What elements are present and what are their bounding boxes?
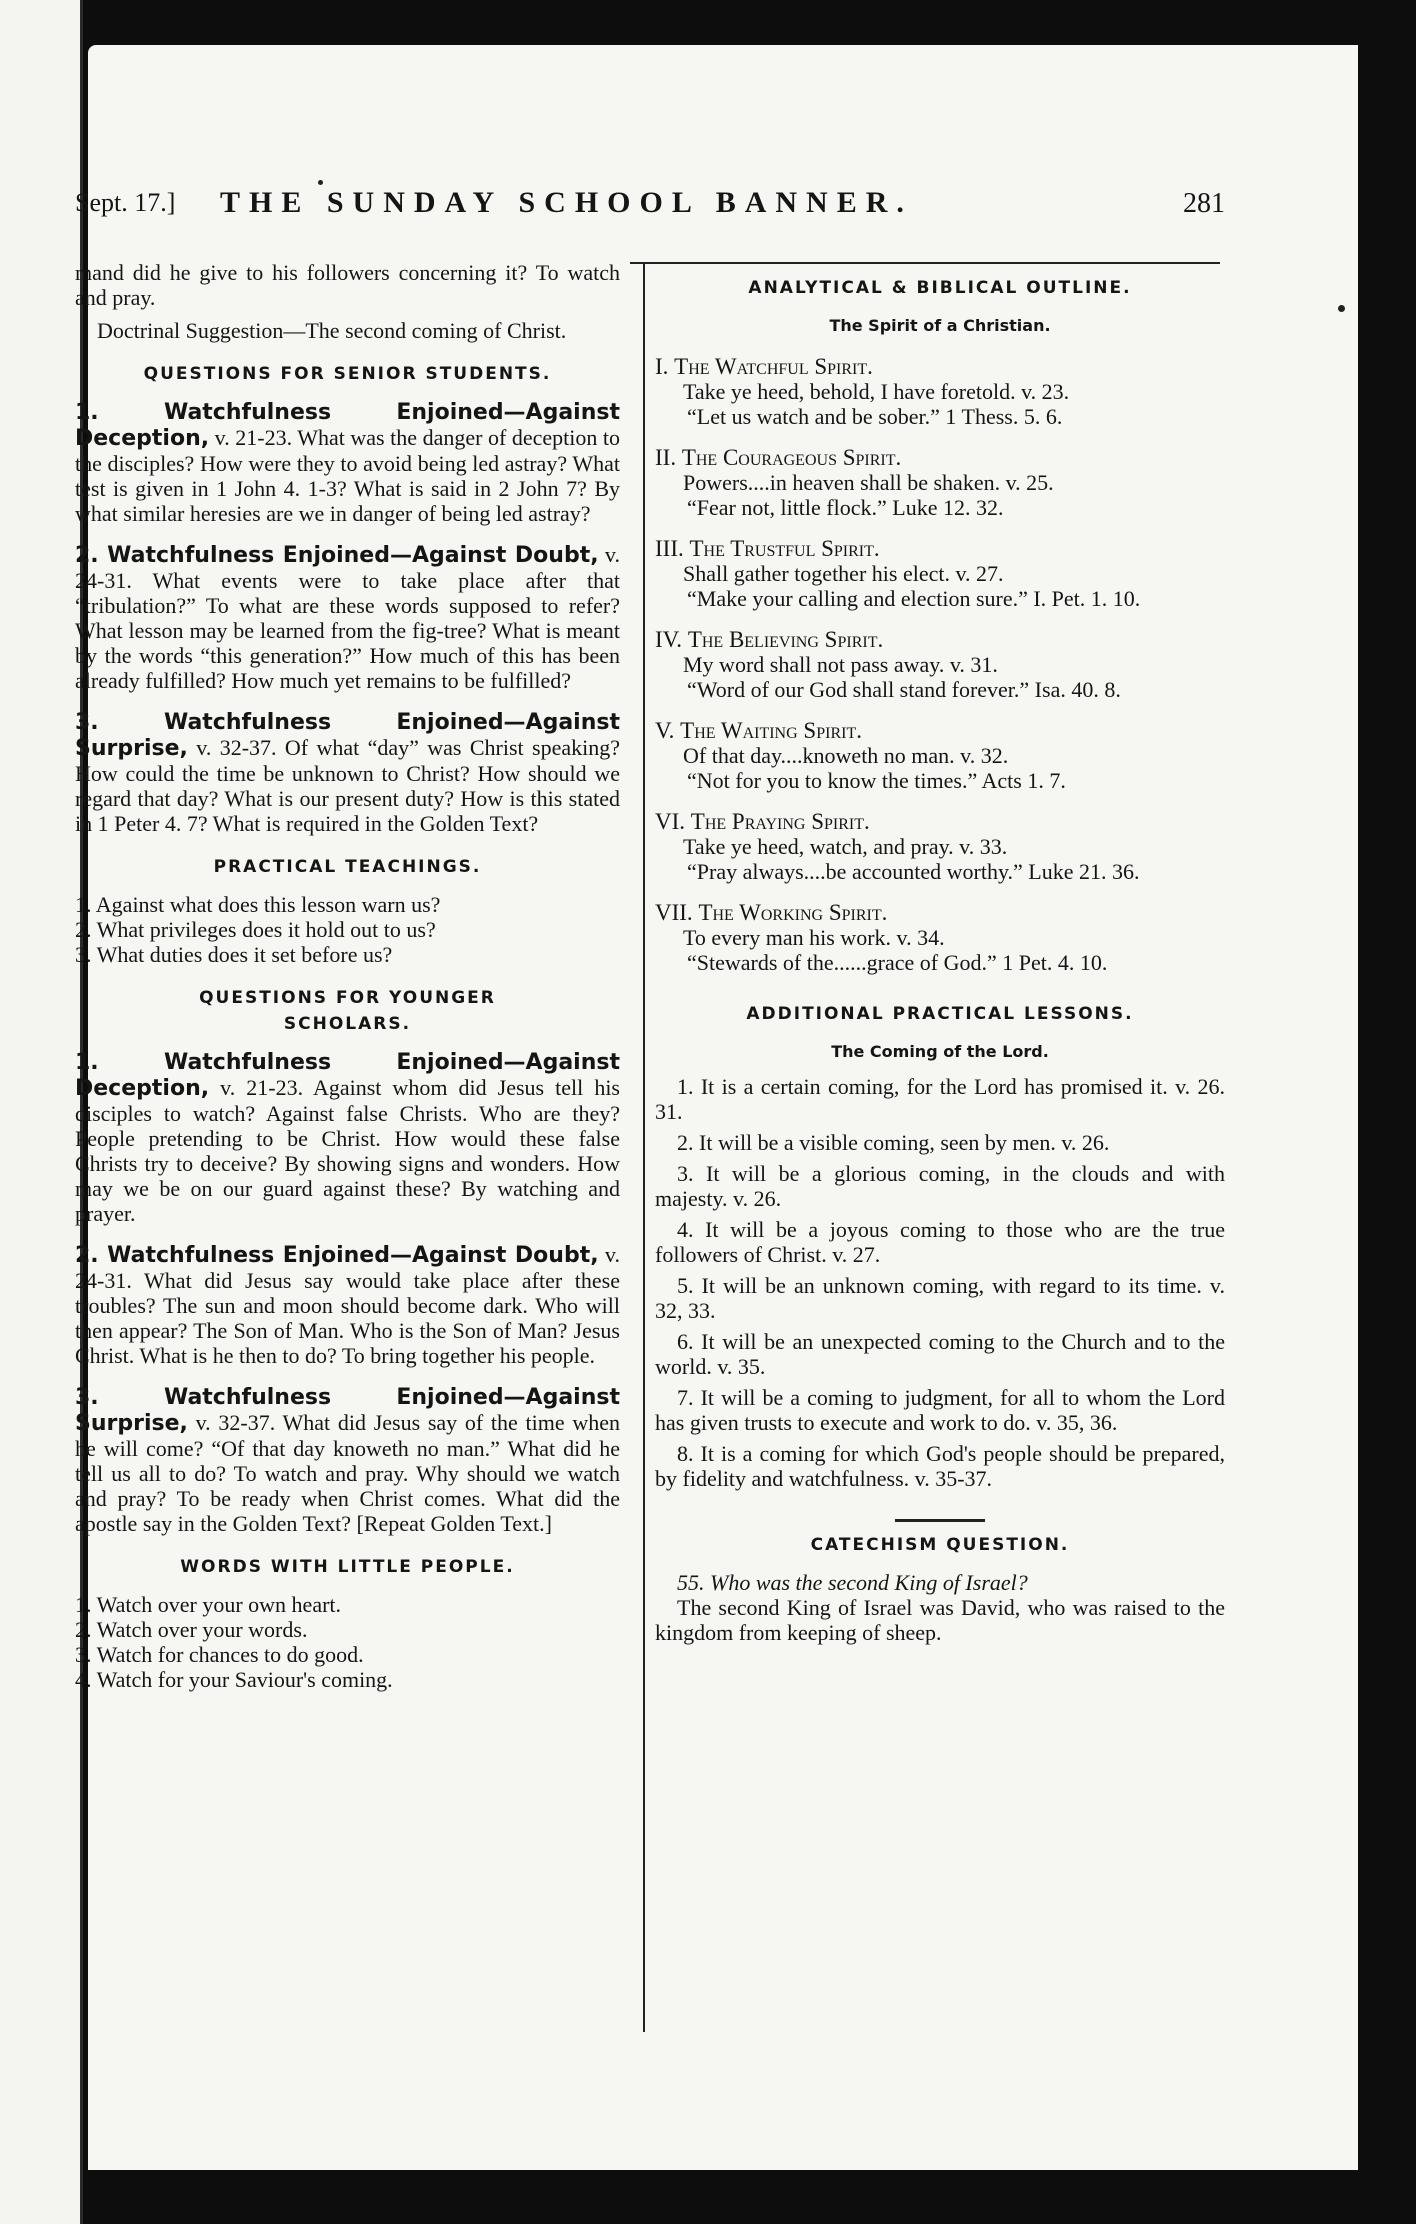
right-column <box>605 275 1225 1645</box>
section-reference: “Make your calling and election sure.” I. Pet. 1. 10. <box>687 586 1141 611</box>
section-title: The Believing Spirit. <box>687 627 884 652</box>
opening-text: mand did he give to his followers concerning it? To watch and pray. <box>75 260 620 310</box>
section-verse: To every man his work. v. 34. <box>683 925 945 950</box>
lesson-item: 8. It is a coming for which God's people should be prepared, by fidelity and watchfulness. v. 35-37. <box>655 1441 1225 1491</box>
section-verse: Shall gather together his elect. v. 27. <box>683 561 1004 586</box>
section-title: The Courageous Spirit. <box>681 445 902 470</box>
practical-teachings-heading: PRACTICAL TEACHINGS. <box>213 857 482 877</box>
section-title: The Waiting Spirit. <box>680 718 862 743</box>
section-verse: Of that day....knoweth no man. v. 32. <box>683 743 1009 768</box>
section-title: The Praying Spirit. <box>690 809 870 834</box>
senior-question-2 <box>75 542 620 693</box>
section-verse: Take ye heed, watch, and pray. v. 33. <box>683 834 1008 859</box>
outline-section <box>655 354 1225 429</box>
outline-section <box>655 718 1225 793</box>
question-text: v. 21-23. Against whom did Jesus tell his disciples to watch? Against false Christs. Who are they? People pretending to be Christ. How would these false Christs try to deceive? By showing signs and wonders. How may we be on our guard against these? By watching and prayer. <box>75 1075 620 1226</box>
catechism-answer: The second King of Israel was David, who was raised to the kingdom from keeping of sheep. <box>655 1595 1225 1645</box>
additional-lessons-heading: ADDITIONAL PRACTICAL LESSONS. <box>746 1004 1134 1024</box>
practical-teachings-list <box>75 892 620 967</box>
outline-section <box>655 445 1225 520</box>
younger-question-2 <box>75 1242 620 1368</box>
senior-question-3 <box>75 709 620 836</box>
question-lead: 2. Watchfulness Enjoined—Against Doubt, <box>75 543 599 568</box>
little-people-list <box>75 1592 620 1692</box>
section-verse: Take ye heed, behold, I have foretold. v. 23. <box>683 379 1070 404</box>
section-verse: My word shall not pass away. v. 31. <box>683 652 998 677</box>
section-reference: “Stewards of the......grace of God.” 1 Pet. 4. 10. <box>687 950 1108 975</box>
outline-section <box>655 809 1225 884</box>
header-title: THE SUNDAY SCHOOL BANNER. <box>220 186 913 219</box>
lesson-item: 7. It will be a coming to judgment, for all to whom the Lord has given trusts to execute and work to do. v. 35, 36. <box>655 1385 1225 1435</box>
list-item: 2. What privileges does it hold out to us? <box>75 917 436 942</box>
lesson-item: 3. It will be a glorious coming, in the clouds and with majesty. v. 26. <box>655 1161 1225 1211</box>
section-number: V. <box>655 718 675 743</box>
question-text: v. 32-37. What did Jesus say of the time when he will come? “Of that day knoweth no man.” What did he tell us all to do? To watch and pray. Why should we watch and pray? To be ready when Christ comes. What did the apostle say in the Golden Text? [Repeat Golden Text.] <box>75 1410 620 1536</box>
page-number: 281 <box>1183 188 1225 219</box>
question-text: v. 21-23. What was the danger of deception to the disciples? How were they to avoid being led astray? What test is given in 1 John 4. 1-3? What is said in 2 John 7? By what similar heresies are we in danger of being led astray? <box>75 425 620 526</box>
list-item: 2. Watch over your words. <box>75 1617 308 1642</box>
outline-section <box>655 536 1225 611</box>
outline-section <box>655 627 1225 702</box>
doctrinal-suggestion: Doctrinal Suggestion—The second coming of Christ. <box>97 318 567 343</box>
lesson-item: 5. It will be an unknown coming, with regard to its time. v. 32, 33. <box>655 1273 1225 1323</box>
list-item: 3. Watch for chances to do good. <box>75 1642 364 1667</box>
little-people-heading: WORDS WITH LITTLE PEOPLE. <box>180 1557 515 1577</box>
senior-question-1 <box>75 399 620 526</box>
left-column <box>75 260 620 1700</box>
catechism-question: 55. Who was the second King of Israel? <box>677 1570 1028 1595</box>
lesson-item: 2. It will be a visible coming, seen by men. v. 26. <box>677 1130 1110 1155</box>
page-header <box>75 170 1225 230</box>
outline-section <box>655 900 1225 975</box>
section-reference: “Not for you to know the times.” Acts 1. 7. <box>687 768 1066 793</box>
list-item: 1. Watch over your own heart. <box>75 1592 342 1617</box>
question-text: v. 32-37. Of what “day” was Christ speaking? How could the time be unknown to Christ? How should we regard that day? What is our present duty? How is this stated in 1 Peter 4. 7? What is required in the Golden Text? <box>75 735 620 836</box>
lesson-item: 6. It will be an unexpected coming to the Church and to the world. v. 35. <box>655 1329 1225 1379</box>
section-reference: “Fear not, little flock.” Luke 12. 32. <box>687 495 1004 520</box>
section-title: The Watchful Spirit. <box>674 354 873 379</box>
stray-ink-dot <box>1338 305 1345 312</box>
list-item: 1. Against what does this lesson warn us? <box>75 892 441 917</box>
younger-question-1 <box>75 1049 620 1226</box>
section-number: VII. <box>655 900 693 925</box>
question-lead: 3. Watchfulness Enjoined—Against Surprise, <box>75 1385 620 1436</box>
section-reference: “Let us watch and be sober.” 1 Thess. 5. 6. <box>687 404 1063 429</box>
section-number: III. <box>655 536 684 561</box>
section-number: IV. <box>655 627 683 652</box>
section-title: The Working Spirit. <box>698 900 888 925</box>
question-lead: 1. Watchfulness Enjoined—Against Deception, <box>75 400 620 451</box>
younger-questions-heading: QUESTIONS FOR YOUNGER SCHOLARS. <box>199 988 496 1034</box>
section-reference: “Pray always....be accounted worthy.” Luke 21. 36. <box>687 859 1140 884</box>
younger-question-3 <box>75 1384 620 1536</box>
lesson-item: 1. It is a certain coming, for the Lord has promised it. v. 26. 31. <box>655 1074 1225 1124</box>
section-rule <box>895 1519 985 1522</box>
question-text: v. 24-31. What events were to take place after that “tribulation?” To what are these words supposed to refer? What lesson may be learned from the fig-tree? What is meant by the words “this generation?” How much of this has been already fulfilled? How much yet remains to be fulfilled? <box>75 542 620 693</box>
list-item: 3. What duties does it set before us? <box>75 942 393 967</box>
section-number: II. <box>655 445 677 470</box>
question-lead: 2. Watchfulness Enjoined—Against Doubt, <box>75 1243 599 1268</box>
additional-lessons-subheading: The Coming of the Lord. <box>831 1042 1049 1061</box>
senior-questions-heading: QUESTIONS FOR SENIOR STUDENTS. <box>143 364 552 384</box>
section-title: The Trustful Spirit. <box>689 536 880 561</box>
outline-heading: ANALYTICAL & BIBLICAL OUTLINE. <box>748 278 1132 298</box>
adjacent-page-edge <box>0 0 83 2224</box>
header-rule <box>630 262 1220 264</box>
section-verse: Powers....in heaven shall be shaken. v. 25. <box>683 470 1054 495</box>
question-lead: 3. Watchfulness Enjoined—Against Surprise, <box>75 710 620 761</box>
question-text: v. 24-31. What did Jesus say would take place after these troubles? The sun and moon should become dark. Who will then appear? The Son of Man. Who is the Son of Man? Jesus Christ. What is he then to do? To bring together his people. <box>75 1242 620 1368</box>
outline-subheading: The Spirit of a Christian. <box>829 316 1051 335</box>
catechism-heading: CATECHISM QUESTION. <box>810 1535 1070 1555</box>
header-date: Sept. 17.] <box>75 188 176 217</box>
section-reference: “Word of our God shall stand forever.” Isa. 40. 8. <box>687 677 1121 702</box>
section-number: VI. <box>655 809 686 834</box>
question-lead: 1. Watchfulness Enjoined—Against Deception, <box>75 1050 620 1101</box>
list-item: 4. Watch for your Saviour's coming. <box>75 1667 393 1692</box>
section-number: I. <box>655 354 669 379</box>
lesson-item: 4. It will be a joyous coming to those who are the true followers of Christ. v. 27. <box>655 1217 1225 1267</box>
